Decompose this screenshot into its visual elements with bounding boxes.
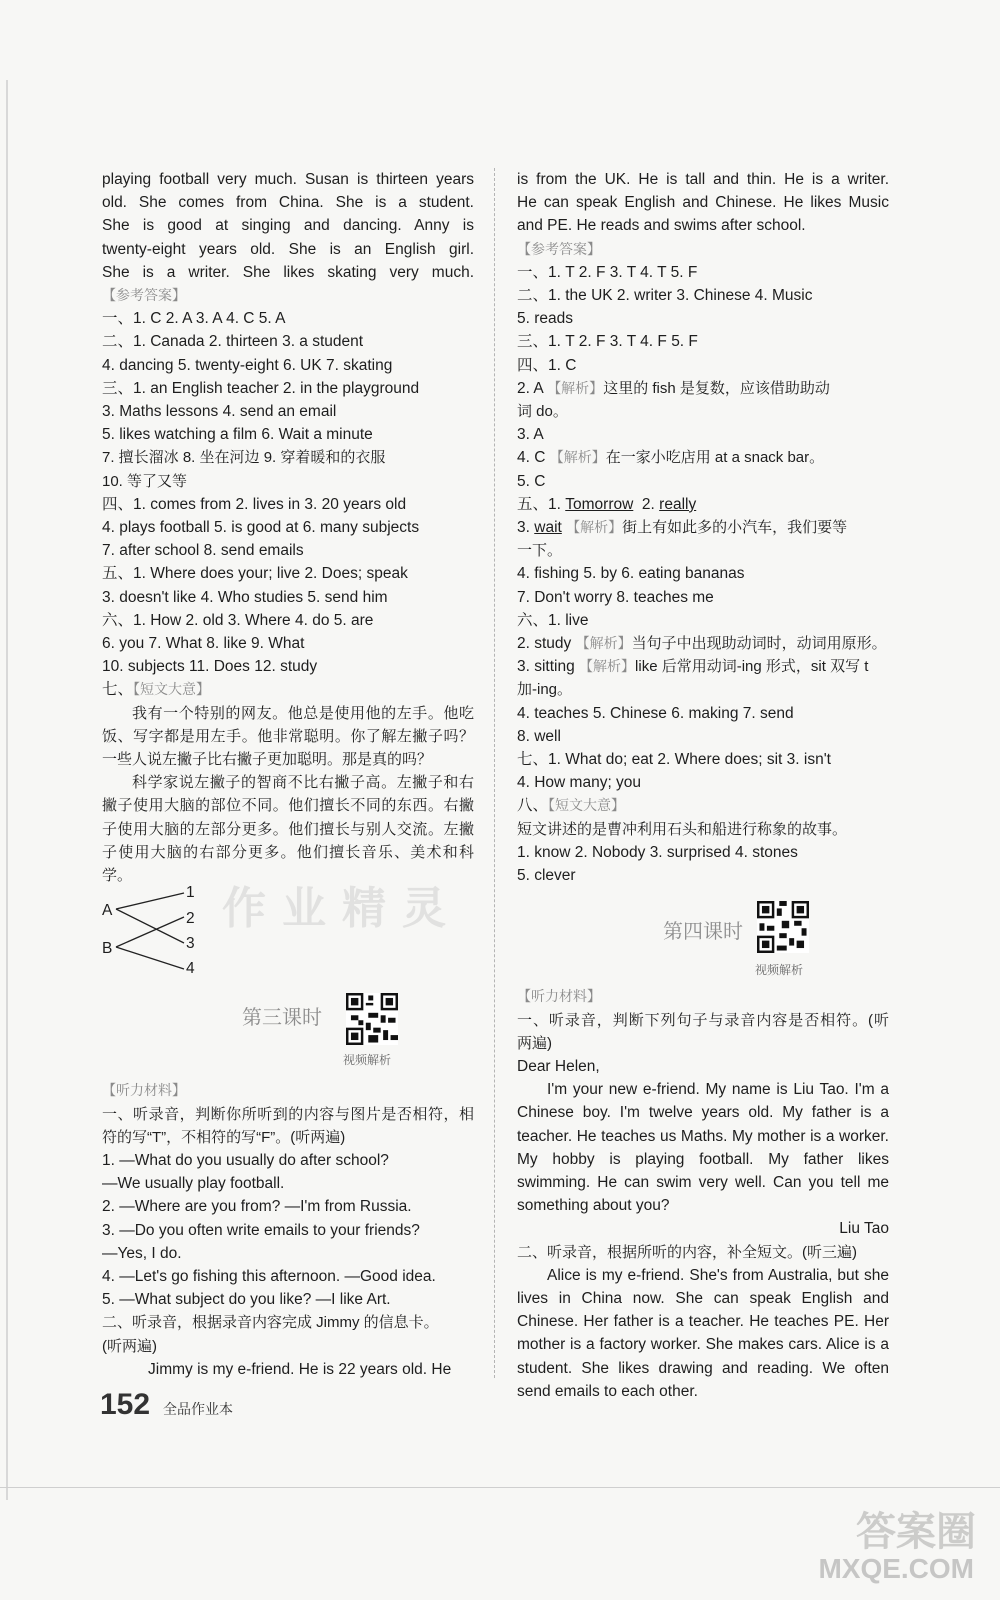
answer-line: 六、1. How 2. old 3. Where 4. do 5. are bbox=[102, 611, 374, 629]
listening-line: 2. —Where are you from? —I'm from Russia. bbox=[102, 1198, 412, 1216]
match-line-a1 bbox=[116, 893, 184, 909]
qr-code-icon[interactable] bbox=[346, 993, 398, 1045]
answers-tag: 【参考答案】 bbox=[102, 287, 186, 304]
letter-line: Chinese boy. I'm twelve years old. My father is a bbox=[517, 1104, 889, 1122]
book-name: 全品作业本 bbox=[163, 1401, 233, 1417]
page-number: 152 bbox=[100, 1388, 151, 1421]
listening-line: Jimmy is my e-friend. He is 22 years old. He bbox=[148, 1360, 452, 1378]
answer-line: 五、1. Where does your; live 2. Does; speak bbox=[102, 565, 408, 583]
analysis-tag: 【解析】 bbox=[579, 658, 636, 675]
analysis-note: like 后常用动词-ing 形式，sit 双写 t bbox=[635, 658, 869, 676]
answer-line: 4. teaches 5. Chinese 6. making 7. send bbox=[517, 704, 794, 722]
matching-diagram bbox=[102, 884, 474, 987]
answer-line: 3. doesn't like 4. Who studies 5. send him bbox=[102, 588, 388, 606]
answer-line: 二、1. Canada 2. thirteen 3. a student bbox=[102, 333, 364, 351]
letter-line: teacher. He teaches us Maths. My mother is a worker. bbox=[517, 1127, 889, 1145]
listening-line: 两遍) bbox=[517, 1034, 552, 1052]
passage-line: student. She likes drawing and reading. We often bbox=[517, 1359, 889, 1377]
lesson-title: 第三课时 bbox=[242, 1007, 322, 1030]
match-label-3: 3 bbox=[186, 935, 195, 953]
answer-line: 4. fishing 5. by 6. eating bananas bbox=[517, 565, 745, 583]
site-url: MXQE.COM bbox=[818, 1553, 974, 1584]
summary-prefix: 八、 bbox=[517, 797, 549, 815]
listening-line: 3. —Do you often write emails to your friends? bbox=[102, 1221, 420, 1239]
answer-word: really bbox=[659, 495, 697, 513]
analysis-note: 这里的 fish 是复数，应该借助助动 bbox=[603, 379, 830, 397]
match-line-b2 bbox=[116, 917, 184, 947]
letter-line: swimming. He can swim very well. Can you tell me bbox=[517, 1173, 889, 1191]
answer-label: 4. C bbox=[517, 449, 546, 467]
watermark-text: 作业精灵 bbox=[222, 884, 462, 934]
analysis-tag: 【解析】 bbox=[575, 635, 632, 652]
answer-line bbox=[517, 632, 889, 655]
analysis-note: 当句子中出现助动词时，动词用原形。 bbox=[631, 635, 887, 653]
passage-line: old. She comes from China. She is a student. bbox=[102, 194, 474, 212]
match-label-2: 2 bbox=[186, 910, 195, 928]
answer-word: Tomorrow bbox=[565, 495, 634, 513]
listening-tag: 【听力材料】 bbox=[517, 988, 601, 1005]
match-label-4: 4 bbox=[186, 960, 195, 978]
analysis-tag: 【解析】 bbox=[566, 519, 623, 536]
passage-line: and PE. He reads and swims after school. bbox=[517, 217, 806, 235]
answer-line: 一、1. C 2. A 3. A 4. C 5. A bbox=[102, 310, 286, 328]
right-column bbox=[517, 168, 889, 1403]
summary-tag: 【短文大意】 bbox=[133, 681, 211, 698]
answer-word: wait bbox=[534, 519, 562, 537]
column-divider bbox=[494, 168, 495, 1378]
bottom-rule bbox=[0, 1487, 1000, 1488]
answer-line: 8. well bbox=[517, 727, 561, 745]
listening-line: —We usually play football. bbox=[102, 1175, 285, 1193]
answer-line: 4. dancing 5. twenty-eight 6. UK 7. skating bbox=[102, 356, 393, 374]
lesson-three-header bbox=[102, 987, 474, 1079]
listening-line: 4. —Let's go fishing this afternoon. —Good idea. bbox=[102, 1267, 436, 1285]
match-line-a3 bbox=[116, 909, 184, 943]
passage-line: send emails to each other. bbox=[517, 1382, 698, 1400]
answer-label: 2. A bbox=[517, 379, 543, 397]
summary-text: 短文讲述的是曹冲利用石头和船进行称象的故事。 bbox=[517, 820, 848, 838]
analysis-tag: 【解析】 bbox=[549, 449, 606, 466]
answer-line: 4. plays football 5. is good at 6. many subjects bbox=[102, 519, 420, 537]
answer-line: 7. Don't worry 8. teaches me bbox=[517, 588, 714, 606]
passage-line: Alice is my e-friend. She's from Australia, but she bbox=[547, 1266, 889, 1284]
listening-line: 5. —What subject do you like? —I like Art. bbox=[102, 1291, 391, 1309]
answers-tag: 【参考答案】 bbox=[517, 240, 601, 257]
letter-line: My hobby is playing football. My father likes bbox=[517, 1150, 889, 1168]
passage-line: He can speak English and Chinese. He likes Music bbox=[517, 194, 889, 212]
passage-line: mother is a factory worker. She makes cars. Alice is a bbox=[517, 1336, 889, 1354]
letter-line: something about you? bbox=[517, 1197, 670, 1215]
answer-line bbox=[517, 516, 889, 539]
summary-heading bbox=[517, 794, 889, 817]
listening-line: 一、听录音，判断你所听到的内容与图片是否相符，相 bbox=[102, 1105, 474, 1123]
passage-line: playing football very much. Susan is thirteen years bbox=[102, 171, 474, 188]
matching-lines bbox=[102, 887, 212, 987]
qr-caption: 视频解析 bbox=[343, 1053, 392, 1068]
answer-line bbox=[517, 655, 889, 678]
answer-line: 六、1. live bbox=[517, 611, 589, 629]
summary-paragraph: 科学家说左撇子的智商不比右撇子高。左撇子和右撇子使用大脑的部位不同。他们擅长不同的东西。右撇子使用大脑的左部分更多。他们擅长与别人交流。左撇子使用大脑的右部分更多。他们擅长音乐、美术和科学。 bbox=[102, 774, 474, 885]
answer-line: 5. reads bbox=[517, 310, 574, 328]
answer-line: 5. likes watching a film 6. Wait a minute bbox=[102, 426, 373, 444]
analysis-note: 在一家小吃店用 at a snack bar。 bbox=[605, 449, 825, 467]
analysis-tag: 【解析】 bbox=[547, 379, 604, 396]
summary-paragraph: 我有一个特别的网友。他总是使用他的左手。他吃饭、写字都是用左手。他非常聪明。你了解左撇子吗？一些人说左撇子比右撇子更加聪明。那是真的吗？ bbox=[102, 704, 474, 769]
answer-line: 四、1. comes from 2. lives in 3. 20 years old bbox=[102, 495, 407, 513]
listening-line: —Yes, I do. bbox=[102, 1244, 182, 1262]
lesson-title: 第四课时 bbox=[663, 921, 743, 944]
answer-line: 3. A bbox=[517, 426, 544, 444]
answer-label: 五、1. bbox=[517, 495, 561, 513]
summary-prefix: 七、 bbox=[102, 681, 134, 699]
answer-line: 一、1. T 2. F 3. T 4. T 5. F bbox=[517, 263, 698, 281]
answer-line: 七、1. What do; eat 2. Where does; sit 3. isn't bbox=[517, 751, 831, 769]
listening-line: 二、听录音，根据录音内容完成 Jimmy 的信息卡。 bbox=[102, 1314, 439, 1332]
letter-signature: Liu Tao bbox=[839, 1220, 889, 1238]
answer-line: 7. 擅长溜冰 8. 坐在河边 9. 穿着暖和的衣服 bbox=[102, 449, 386, 467]
left-column bbox=[102, 168, 474, 1381]
answer-line: 四、1. C bbox=[517, 356, 577, 374]
summary-heading bbox=[102, 678, 474, 701]
answer-label: 2. study bbox=[517, 635, 572, 653]
answer-line: 6. you 7. What 8. like 9. What bbox=[102, 635, 305, 653]
analysis-note: 词 do。 bbox=[517, 403, 568, 421]
answer-line: 10. 等了又等 bbox=[102, 472, 188, 490]
match-label-a: A bbox=[102, 902, 113, 920]
listening-line: Dear Helen, bbox=[517, 1057, 600, 1075]
answer-line: 7. after school 8. send emails bbox=[102, 542, 304, 560]
passage-line: is from the UK. He is tall and thin. He is a writer. bbox=[517, 171, 889, 188]
listening-line: 1. —What do you usually do after school? bbox=[102, 1151, 389, 1169]
answer-label: 3. bbox=[517, 519, 530, 537]
summary-tag: 【短文大意】 bbox=[548, 797, 626, 814]
passage-line: She is a writer. She likes skating very much. bbox=[102, 263, 474, 281]
qr-code-icon[interactable] bbox=[757, 901, 809, 953]
match-line-b4 bbox=[116, 947, 184, 969]
analysis-note: 街上有如此多的小汽车，我们要等 bbox=[622, 519, 848, 537]
analysis-note: 加-ing。 bbox=[517, 681, 573, 699]
answer-line: 10. subjects 11. Does 12. study bbox=[102, 658, 318, 676]
listening-line: (听两遍) bbox=[102, 1337, 157, 1355]
passage-line: She is good at singing and dancing. Anny is bbox=[102, 217, 474, 235]
listening-line: 二、听录音，根据所听的内容，补全短文。(听三遍) bbox=[517, 1243, 857, 1261]
answer-line bbox=[517, 493, 889, 516]
answer-line: 5. clever bbox=[517, 867, 576, 885]
letter-line: I'm your new e-friend. My name is Liu Tao. I'm a bbox=[547, 1081, 889, 1099]
answer-line: 三、1. an English teacher 2. in the playground bbox=[102, 379, 420, 397]
match-label-b: B bbox=[102, 940, 113, 958]
answer-line: 5. C bbox=[517, 472, 546, 490]
answer-line: 3. Maths lessons 4. send an email bbox=[102, 403, 337, 421]
passage-line: Chinese. Her father is a teacher. He teaches PE. Her bbox=[517, 1313, 889, 1331]
qr-caption: 视频解析 bbox=[755, 963, 804, 978]
match-label-1: 1 bbox=[186, 884, 195, 902]
passage-line: twenty-eight years old. She is an English girl. bbox=[102, 240, 474, 258]
answer-line: 1. know 2. Nobody 3. surprised 4. stones bbox=[517, 843, 798, 861]
lesson-four-header bbox=[517, 887, 889, 985]
answer-line: 4. How many; you bbox=[517, 774, 642, 792]
answer-line: 二、1. the UK 2. writer 3. Chinese 4. Music bbox=[517, 287, 813, 305]
analysis-note: 一下。 bbox=[517, 542, 563, 560]
answer-line: 三、1. T 2. F 3. T 4. F 5. F bbox=[517, 333, 698, 351]
answer-label: 2. bbox=[641, 495, 655, 513]
answer-line bbox=[517, 446, 889, 469]
listening-line: 符的写“T”，不相符的写“F”。(听两遍) bbox=[102, 1128, 346, 1146]
listening-tag: 【听力材料】 bbox=[102, 1082, 186, 1099]
answer-label: 3. sitting bbox=[517, 658, 575, 676]
passage-line: lives in China now. She can speak English and bbox=[517, 1289, 889, 1307]
site-logo: 答案圈 bbox=[856, 1510, 976, 1554]
listening-line: 一、听录音，判断下列句子与录音内容是否相符。(听 bbox=[517, 1011, 889, 1029]
page-edge bbox=[6, 80, 8, 1500]
answer-line bbox=[517, 377, 889, 400]
